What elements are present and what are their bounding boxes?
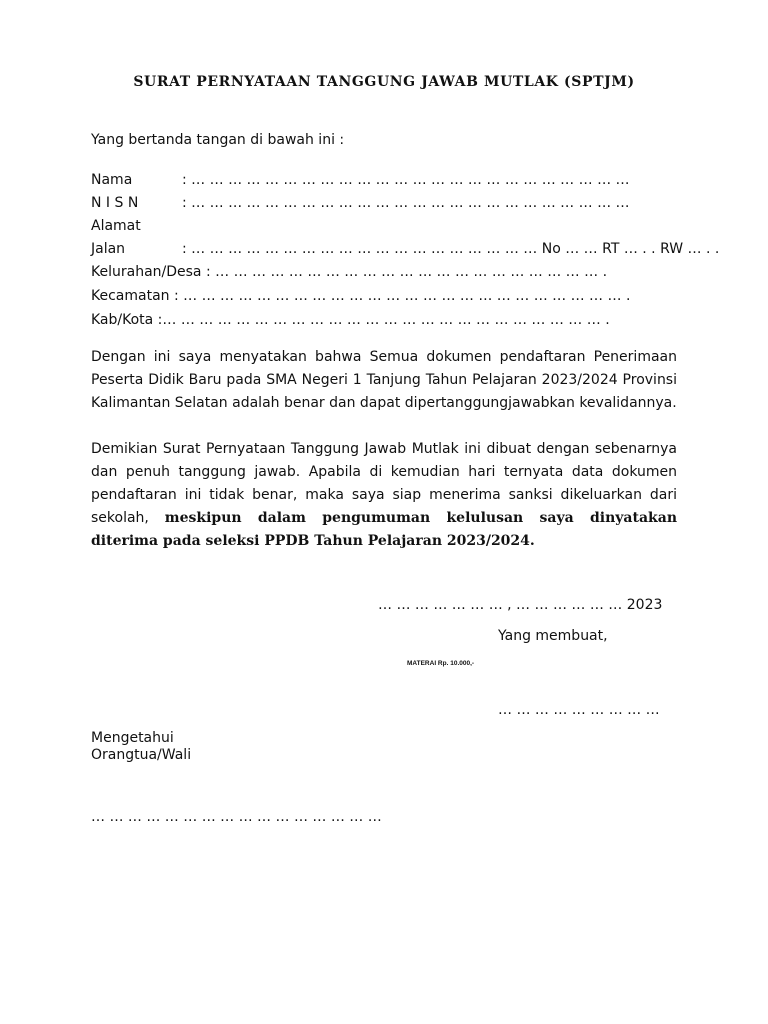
jalan-row <box>91 239 719 259</box>
statement-paragraph: Dengan ini saya menyatakan bahwa Semua dokumen pendaftaran Penerimaan Peserta Didik Baru pada SMA Negeri 1 Tanjung Tahun Pelajaran 2023/2024 Provinsi Kalimantan Selatan adalah benar dan dapat dipertanggungjawabkan kevalidannya. <box>91 349 677 411</box>
kelurahan-row: Kelurahan/Desa : … … … … … … … … … … … … … … … … … … … … … . <box>91 264 608 280</box>
alamat-label: Alamat <box>91 218 141 234</box>
nisn-value: : … … … … … … … … … … … … … … … … … … … … … … … … <box>182 195 630 211</box>
kabkota-row: Kab/Kota :… … … … … … … … … … … … … … … … … … … … … … … … . <box>91 312 610 328</box>
closing-paragraph-bold: meskipun dalam pengumuman kelulusan saya dinyatakan diterima pada seleksi PPDB Tahun Pelajaran 2023/2024. <box>91 510 677 549</box>
mengetahui-label: Mengetahui <box>91 730 174 746</box>
intro-text: Yang bertanda tangan di bawah ini : <box>91 132 345 148</box>
closing-paragraph-text: Demikian Surat Pernyataan Tanggung Jawab Mutlak ini dibuat dengan sebenarnya dan penuh tanggung jawab. Apabila di kemudian hari ternyata data dokumen pendaftaran ini tidak benar, maka saya siap menerima sanksi dikeluarkan dari sekolah, <box>91 441 677 526</box>
materai-label: MATERAI Rp. 10.000,- <box>407 660 475 667</box>
nama-label: Nama <box>91 172 133 188</box>
parent-signature-line: … … … … … … … … … … … … … … … … <box>91 809 382 825</box>
nisn-label: N I S N <box>91 195 139 211</box>
yang-membuat: Yang membuat, <box>498 628 608 644</box>
jalan-value: : … … … … … … … … … … … … … … … … … … … No … … RT … . . RW … . . <box>182 241 720 257</box>
orangtua-label: Orangtua/Wali <box>91 747 192 763</box>
date-line: … … … … … … … , … … … … … … 2023 <box>378 597 663 613</box>
closing-paragraph <box>91 438 677 553</box>
kecamatan-row: Kecamatan : … … … … … … … … … … … … … … … … … … … … … … … … . <box>91 288 631 304</box>
nama-row <box>91 170 630 190</box>
jalan-label: Jalan <box>91 241 126 257</box>
document-title: SURAT PERNYATAAN TANGGUNG JAWAB MUTLAK (SPTJM) <box>133 74 635 90</box>
nama-value: : … … … … … … … … … … … … … … … … … … … … … … … … <box>182 172 630 188</box>
nisn-row <box>91 193 630 213</box>
signature-line: … … … … … … … … … <box>498 702 660 718</box>
